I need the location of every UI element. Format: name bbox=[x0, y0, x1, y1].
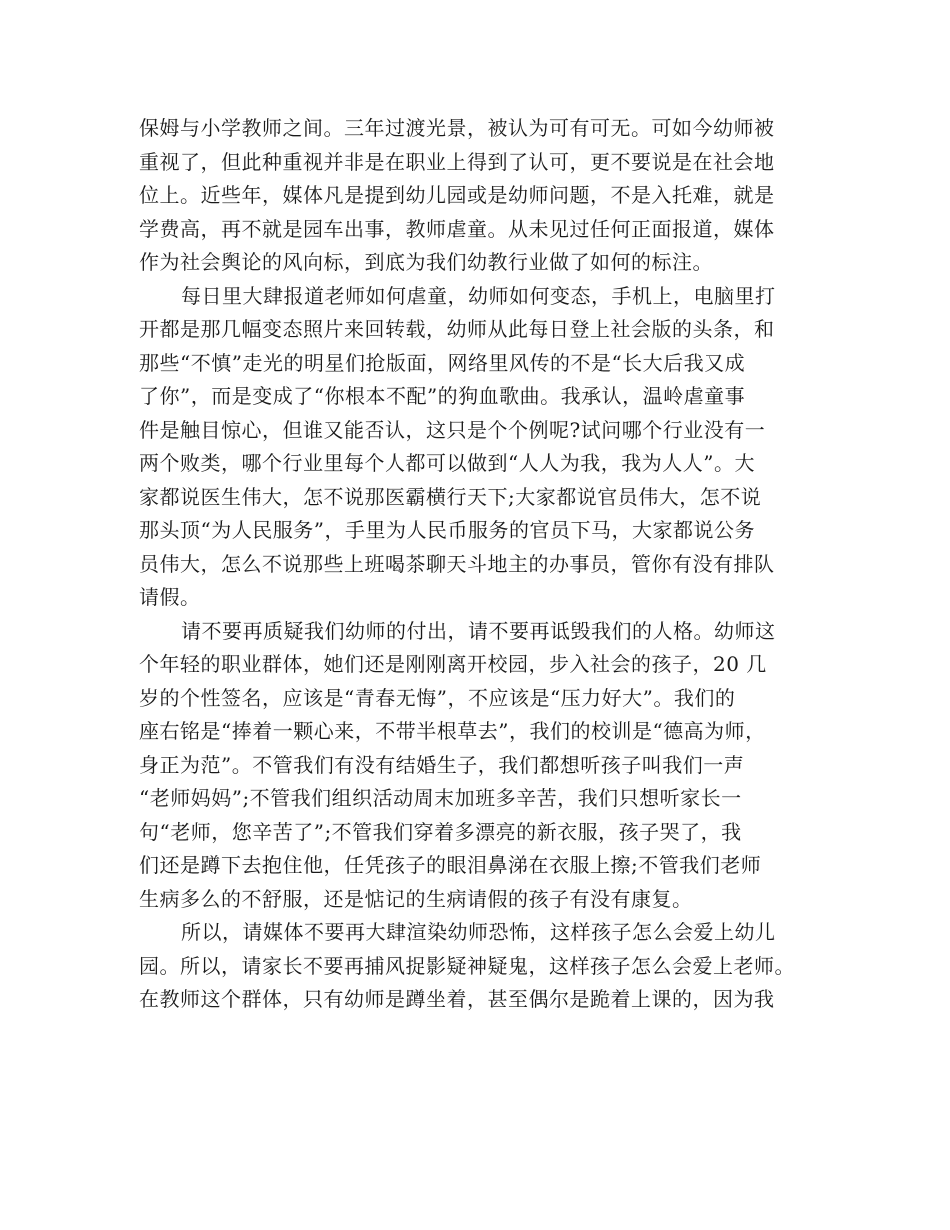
text-line: 请假。 bbox=[139, 585, 201, 609]
text-line: 个年轻的职业群体，她们还是刚刚离开校园，步入社会的孩子，20 几 bbox=[139, 652, 767, 676]
text-line: 两个败类，哪个行业里每个人都可以做到“人人为我，我为人人”。大 bbox=[139, 451, 755, 475]
text-line: 座右铭是“捧着一颗心来，不带半根草去”，我们的校训是“德高为师， bbox=[139, 719, 766, 743]
text-line: 那些“不慎”走光的明星们抢版面，网络里风传的不是“长大后我又成 bbox=[139, 350, 746, 375]
text-line: 件是触目惊心，但谁又能否认，这只是个个例呢?试问哪个行业没有一 bbox=[139, 417, 766, 442]
text-line: 了你”，而是变成了“你根本不配”的狗血歌曲。我承认，温岭虐童事 bbox=[139, 384, 746, 408]
text-line: 重视了，但此种重视并非是在职业上得到了认可，更不要说是在社会地 bbox=[139, 149, 775, 174]
text-line: 请不要再质疑我们幼师的付出，请不要再诋毁我们的人格。幼师这 bbox=[181, 618, 776, 643]
text-line: 所以，请媒体不要再大肆渲染幼师恐怖，这样孩子怎么会爱上幼儿 bbox=[181, 920, 776, 944]
text-line: 句“老师，您辛苦了”;不管我们穿着多漂亮的新衣服，孩子哭了，我 bbox=[139, 819, 742, 844]
text-line: 保姆与小学教师之间。三年过渡光景，被认为可有可无。可如今幼师被 bbox=[139, 116, 775, 140]
text-line: 们还是蹲下去抱住他，任凭孩子的眼泪鼻涕在衣服上擦;不管我们老师 bbox=[139, 853, 762, 877]
text-line: 在教师这个群体，只有幼师是蹲坐着，甚至偶尔是跪着上课的，因为我 bbox=[139, 987, 775, 1011]
text-line: “老师妈妈”;不管我们组织活动周末加班多辛苦，我们只想听家长一 bbox=[139, 786, 742, 810]
document-body bbox=[139, 112, 829, 1017]
text-line: 作为社会舆论的风向标，到底为我们幼教行业做了如何的标注。 bbox=[139, 250, 713, 274]
text-line: 每日里大肆报道老师如何虐童，幼师如何变态，手机上，电脑里打 bbox=[181, 283, 776, 308]
text-line: 家都说医生伟大，怎不说那医霸横行天下;大家都说官员伟大，怎不说 bbox=[139, 484, 762, 509]
text-line: 园。所以，请家长不要再捕风捉影疑神疑鬼，这样孩子怎么会爱上老师。 bbox=[139, 953, 795, 978]
text-line: 岁的个性签名，应该是“青春无悔”，不应该是“压力好大”。我们的 bbox=[139, 685, 736, 710]
text-line: 学费高，再不就是园车出事，教师虐童。从未见过任何正面报道，媒体 bbox=[139, 216, 775, 241]
text-line: 位上。近些年，媒体凡是提到幼儿园或是幼师问题，不是入托难，就是 bbox=[139, 183, 775, 207]
text-line: 生病多么的不舒服，还是惦记的生病请假的孩子有没有康复。 bbox=[139, 886, 693, 911]
text-line: 员伟大，怎么不说那些上班喝茶聊天斗地主的办事员，管你有没有排队 bbox=[139, 551, 775, 576]
text-line: 那头顶“为人民服务”，手里为人民币服务的官员下马，大家都说公务 bbox=[139, 518, 755, 542]
text-line: 开都是那几幅变态照片来回转载，幼师从此每日登上社会版的头条，和 bbox=[139, 317, 775, 341]
text-line: 身正为范”。不管我们有没有结婚生子，我们都想听孩子叫我们一声 bbox=[139, 752, 745, 777]
